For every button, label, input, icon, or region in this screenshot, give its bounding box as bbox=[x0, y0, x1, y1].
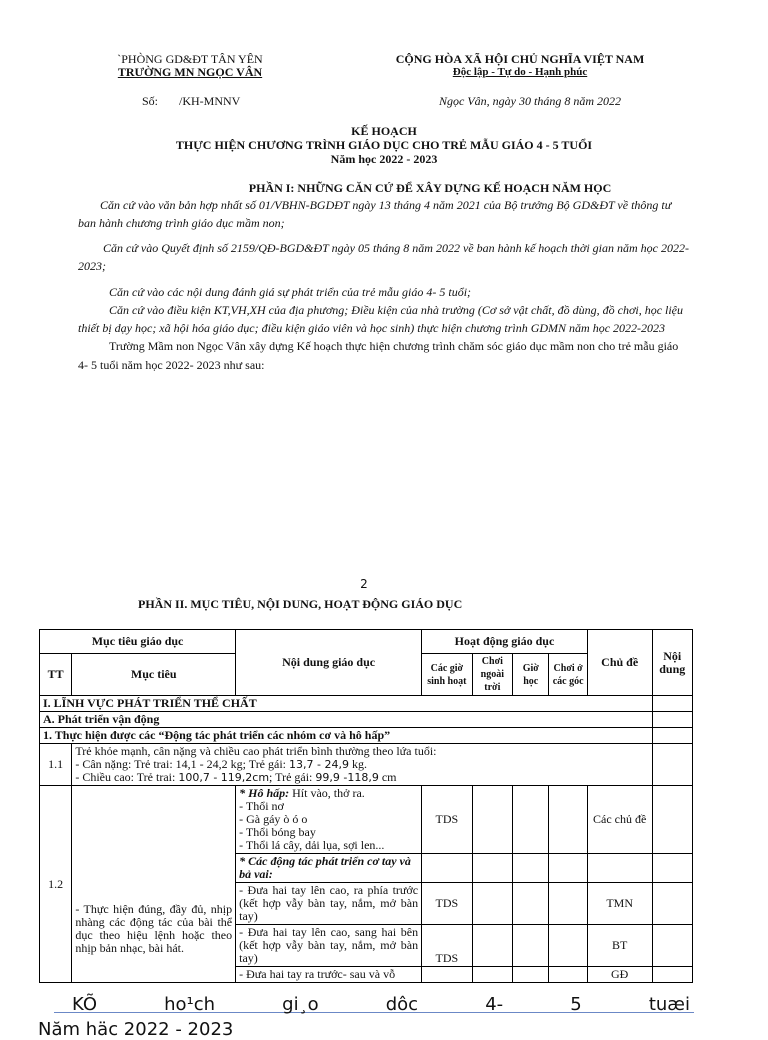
footer-word: dôc bbox=[385, 994, 419, 1015]
page-number: 2 bbox=[360, 577, 368, 591]
page-footer bbox=[38, 994, 690, 1040]
table-row bbox=[40, 786, 693, 854]
part1-heading: PHẦN I: NHỮNG CĂN CỨ ĐỂ XÂY DỰNG KẾ HOẠCH NĂM HỌC bbox=[248, 181, 612, 195]
intro-a: Trường Mầm non Ngọc Vân xây dựng Kế hoạch thực hiện chương trình chăm sóc giáo dục mầm non cho trẻ mẫu giáo bbox=[109, 339, 679, 353]
school-name: TRƯỜNG MN NGỌC VÂN bbox=[117, 65, 263, 79]
nation-name: CỘNG HÒA XÃ HỘI CHỦ NGHĨA VIỆT NAM bbox=[395, 52, 645, 66]
table-row bbox=[40, 744, 693, 786]
section-physical: I. LĨNH VỰC PHÁT TRIỂN THỂ CHẤT bbox=[40, 696, 653, 712]
doc-number: /KH-MNNV bbox=[179, 94, 241, 108]
breathing-content: * Hô hấp: Hít vào, thở ra. - Thổi nơ - Gà gáy ò ó o - Thổi bóng bay - Thổi lá cây, dải lụa, sợi len... bbox=[236, 786, 422, 854]
arm-exercise-title: * Các động tác phát triển cơ tay và bả vai: bbox=[236, 854, 422, 883]
topic: Các chủ đề bbox=[587, 786, 652, 854]
section-exercise: 1. Thực hiện được các “Động tác phát triển các nhóm cơ và hô hấp” bbox=[40, 728, 653, 744]
place-date: Ngọc Vân, ngày 30 tháng 8 năm 2022 bbox=[439, 94, 621, 108]
footer-word: gi¸o bbox=[282, 994, 319, 1015]
arm-exercise-1: - Đưa hai tay lên cao, ra phía trước (kết hợp vẫy bàn tay, nắm, mở bàn tay) bbox=[236, 883, 422, 925]
header-muc-tieu: Mục tiêu bbox=[72, 654, 236, 696]
basis-3: Căn cứ vào các nội dung đánh giá sự phát triển của trẻ mẫu giáo 4- 5 tuổi; bbox=[109, 285, 472, 299]
header-ngoai-troi: Chơi ngoài trời bbox=[472, 654, 512, 696]
topic: TMN bbox=[587, 883, 652, 925]
motto: Độc lập - Tự do - Hạnh phúc bbox=[452, 66, 588, 78]
school-year: Năm học 2022 - 2023 bbox=[330, 152, 438, 166]
basis-1a: Căn cứ vào văn bản hợp nhất số 01/VBHN-BGDĐT ngày 13 tháng 4 năm 2021 của Bộ trưởng Bộ GD&ĐT về thông tư bbox=[100, 198, 672, 212]
topic: GĐ bbox=[587, 967, 652, 983]
basis-2a: Căn cứ vào Quyết định số 2159/QĐ-BGD&ĐT ngày 05 tháng 8 năm 2022 về ban hành kế hoạch thời gian năm học 2022- bbox=[103, 241, 689, 255]
basis-4a: Căn cứ vào điều kiện KT,VH,XH của địa phương; Điều kiện của nhà trường (Cơ sở vật chất, đồ dùng, đồ chơi, học liệu bbox=[109, 303, 684, 317]
row-goal: Trẻ khỏe mạnh, cân nặng và chiều cao phát triển bình thường theo lứa tuổi: - Cân nặng: Trẻ trai: 14,1 - 24,2 kg; Trẻ gái: 13,7 - 24,9 kg. - Chiều cao: Trẻ trai: 100,7 - 119,2cm; Trẻ gái: 99,9 -118,9 cm bbox=[72, 744, 652, 786]
doc-subtitle: THỰC HIỆN CHƯƠNG TRÌNH GIÁO DỤC CHO TRẺ MẪU GIÁO 4 - 5 TUỔI bbox=[175, 138, 593, 152]
row-number: 1.2 bbox=[40, 786, 72, 983]
header-tt: TT bbox=[40, 654, 72, 696]
footer-word: 5 bbox=[570, 994, 582, 1015]
header-goc: Chơi ở các góc bbox=[549, 654, 587, 696]
intro-b: 4- 5 tuổi năm học 2022- 2023 như sau: bbox=[78, 358, 265, 372]
basis-2b: 2023; bbox=[78, 259, 106, 273]
header-activities: Hoạt động giáo dục bbox=[422, 630, 588, 654]
row-goal: - Thực hiện đúng, đầy đủ, nhịp nhàng các động tác của bài thể dục theo hiệu lệnh hoặc theo nhịp bản nhạc, bài hát. bbox=[72, 786, 236, 983]
footer-line2: Năm häc 2022 - 2023 bbox=[38, 1019, 234, 1040]
footer-word: 4- bbox=[485, 994, 504, 1015]
header-goals: Mục tiêu giáo dục bbox=[40, 630, 236, 654]
header-noi-dung: Nội dung bbox=[652, 630, 692, 696]
footer-word: ho¹ch bbox=[164, 994, 216, 1015]
part2-heading: PHẦN II. MỤC TIÊU, NỘI DUNG, HOẠT ĐỘNG GIÁO DỤC bbox=[138, 597, 463, 611]
basis-1b: ban hành chương trình giáo dục mầm non; bbox=[78, 216, 285, 230]
header-gio-hoc: Giờ học bbox=[513, 654, 549, 696]
header-sinh-hoat: Các giờ sinh hoạt bbox=[422, 654, 473, 696]
section-motor: A. Phát triển vận động bbox=[40, 712, 653, 728]
basis-4b: thiết bị dạy học; xã hội hóa giáo dục; điều kiện giáo viên và học sinh) thực hiện chương trình GDMN năm học 2022-2023 bbox=[78, 321, 666, 335]
education-plan-table bbox=[39, 629, 693, 983]
activity-code: TDS bbox=[422, 925, 473, 967]
arm-exercise-3: - Đưa hai tay ra trước- sau và vỗ bbox=[236, 967, 422, 983]
footer-word: KÕ bbox=[72, 994, 97, 1015]
arm-exercise-2: - Đưa hai tay lên cao, sang hai bên (kết hợp vẫy bàn tay, nắm, mở bàn tay) bbox=[236, 925, 422, 967]
agency-name: `PHÒNG GD&ĐT TÂN YÊN bbox=[117, 52, 263, 66]
topic: BT bbox=[587, 925, 652, 967]
header-topic: Chủ đề bbox=[587, 630, 652, 696]
activity-code: TDS bbox=[422, 883, 473, 925]
doc-number-label: Số: bbox=[142, 94, 159, 108]
doc-title: KẾ HOẠCH bbox=[351, 124, 417, 138]
activity-code: TDS bbox=[422, 786, 473, 854]
row-number: 1.1 bbox=[40, 744, 72, 786]
header-content: Nội dung giáo dục bbox=[236, 630, 422, 696]
footer-word: tuæi bbox=[648, 994, 690, 1015]
